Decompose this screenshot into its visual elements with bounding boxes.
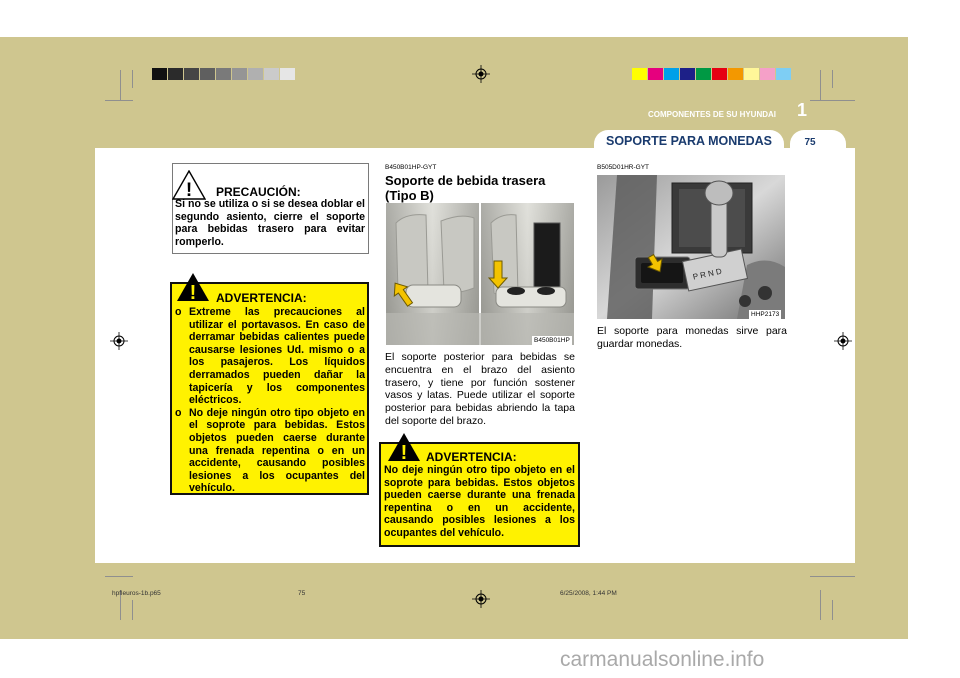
bullet-marker: o — [175, 406, 182, 419]
body-paragraph: El soporte posterior para bebidas se encuentra en el brazo del asiento trasero, y tiene por función sostener vasos y latas. Puede utilizar el soporte posterior para bebidas abriendo la tapa del soporte del brazo. — [385, 351, 575, 427]
color-swatch — [664, 68, 679, 80]
list-item — [175, 407, 365, 495]
gray-swatch — [168, 68, 183, 80]
svg-text:P R N D: P R N D — [692, 266, 723, 282]
warning-body: No deje ningún otro tipo objeto en el soprote para bebidas. Estos objetos pueden caerse durante una frenada repentina o en un accidente, causando posibles lesiones a los ocupantes del vehículo. — [384, 464, 575, 539]
watermark: carmanualsonline.info — [560, 648, 765, 671]
warning-triangle-icon — [387, 432, 421, 462]
warning-list — [175, 306, 365, 495]
gray-swatch — [280, 68, 295, 80]
gray-swatch — [216, 68, 231, 80]
footer-date: 6/25/2008, 1:44 PM — [560, 590, 617, 597]
color-swatch — [712, 68, 727, 80]
section-code: B505D01HR-GYT — [597, 164, 650, 171]
section-code: B450B01HP-GYT — [385, 164, 437, 171]
svg-text:!: ! — [189, 282, 197, 302]
list-item-text: No deje ningún otro tipo objeto en el soprote para bebidas. Estos objetos pueden caerse durante una frenada repentina o en un accidente, causando posibles lesiones a los ocupantes del vehículo. — [189, 406, 365, 495]
footer-page: 75 — [298, 590, 306, 597]
color-calibration-bar — [632, 68, 792, 80]
caution-body: Si no se utiliza o si se desea doblar el segundo asiento, cierre el soporte para bebidas trasero para evitar romperlo. — [175, 198, 365, 248]
svg-text:!: ! — [400, 442, 408, 462]
image-label: HHP2173 — [751, 311, 780, 318]
list-item — [175, 306, 365, 407]
registration-mark-icon — [110, 332, 128, 350]
gray-swatch — [184, 68, 199, 80]
section-label: COMPONENTES DE SU HYUNDAI — [648, 110, 777, 119]
caution-title: PRECAUCIÓN: — [216, 185, 301, 199]
color-swatch — [744, 68, 759, 80]
list-item-text: Extreme las precauciones al utilizar el portavasos. En caso de derramar bebidas calientes puede causarse lesiones Ud. mismo o a los pasajeros. Los líquidos derramados pueden dañar la tapicería y los componentes eléctricos. — [189, 306, 365, 407]
body-paragraph: El soporte para monedas sirve para guardar monedas. — [597, 325, 787, 350]
page-title: SOPORTE PARA MONEDAS — [606, 134, 772, 148]
rear-cupholder-photo — [386, 203, 574, 345]
warning-title: ADVERTENCIA: — [216, 291, 307, 305]
gray-swatch — [264, 68, 279, 80]
color-swatch — [680, 68, 695, 80]
warning-triangle-icon — [172, 170, 206, 200]
color-swatch — [728, 68, 743, 80]
gray-swatch — [232, 68, 247, 80]
image-label: B450B01HP — [534, 337, 570, 344]
warning-triangle-icon — [176, 272, 210, 302]
footer-file: hpfleuros-1b.p65 — [112, 590, 161, 597]
gray-swatch — [152, 68, 167, 80]
registration-mark-icon — [472, 590, 490, 608]
color-swatch — [648, 68, 663, 80]
color-swatch — [632, 68, 647, 80]
gray-calibration-bar — [152, 68, 296, 80]
chapter-number: 1 — [797, 100, 808, 120]
registration-mark-icon — [834, 332, 852, 350]
warning-title: ADVERTENCIA: — [426, 450, 517, 464]
gray-swatch — [248, 68, 263, 80]
gray-swatch — [200, 68, 215, 80]
bullet-marker: o — [175, 306, 182, 318]
section-heading: Soporte de bebida trasera (Tipo B) — [385, 173, 546, 203]
page-number: 75 — [804, 137, 816, 148]
registration-mark-icon — [472, 65, 490, 83]
color-swatch — [696, 68, 711, 80]
coin-holder-photo — [597, 175, 785, 319]
svg-text:!: ! — [185, 180, 193, 200]
color-swatch — [776, 68, 791, 80]
color-swatch — [760, 68, 775, 80]
